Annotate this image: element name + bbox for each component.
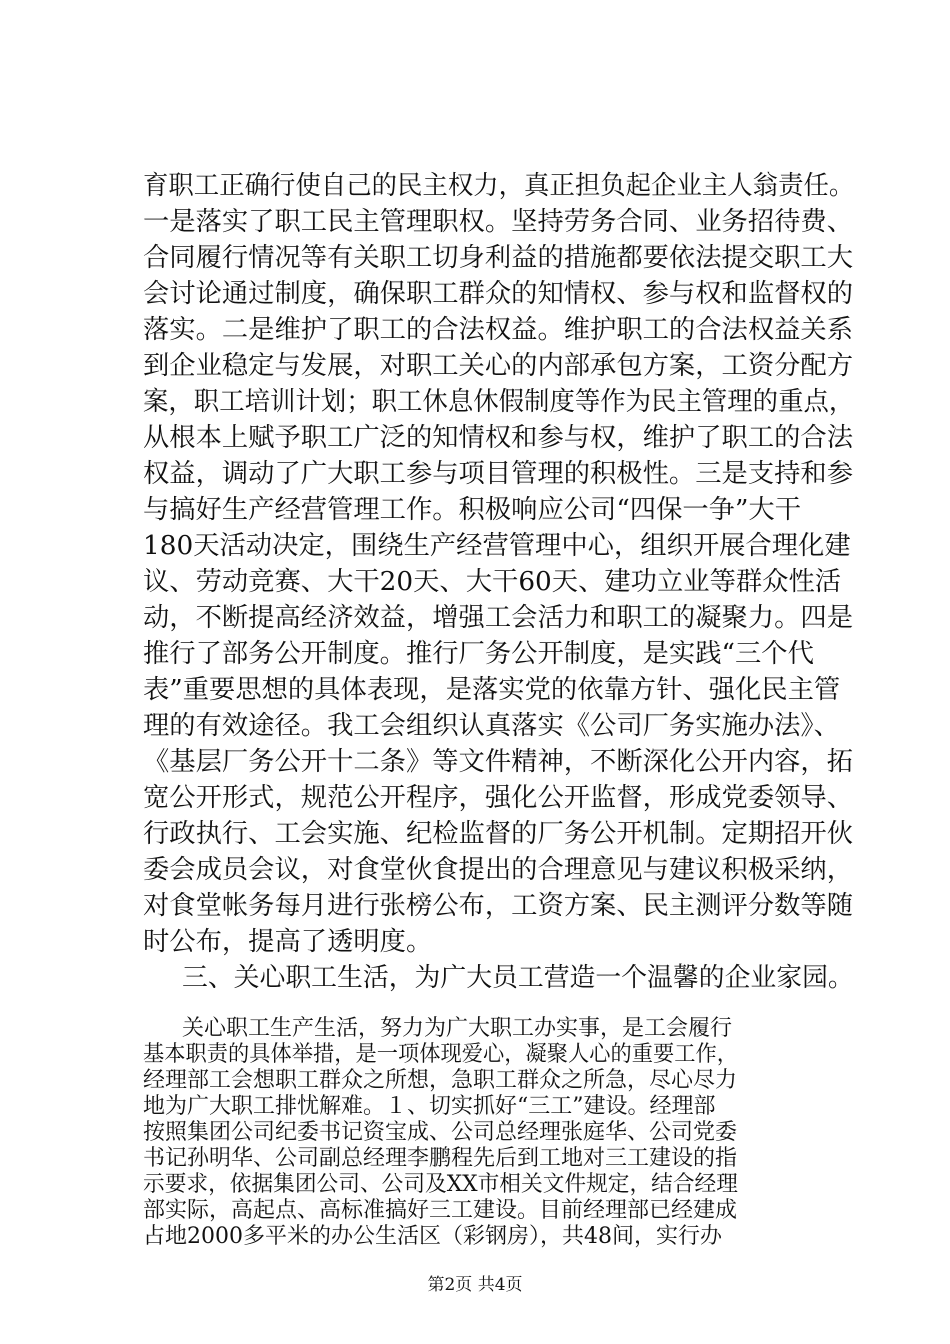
body-text-line: 理的有效途径。我工会组织认真落实《公司厂务实施办法》、	[143, 711, 840, 741]
body-text-line: 从根本上赋予职工广泛的知情权和参与权，维护了职工的合法	[143, 423, 854, 453]
body-text-line: 宽公开形式，规范公开程序，强化公开监督，形成党委领导、	[143, 783, 854, 813]
body-text-line: 书记孙明华、公司副总经理李鹏程先后到工地对三工建设的指	[143, 1146, 738, 1171]
body-text-line: 对食堂帐务每月进行张榜公布，工资方案、民主测评分数等随	[143, 891, 854, 921]
body-text-line: 经理部工会想职工群众之所想，急职工群众之所急，尽心尽力	[143, 1068, 738, 1093]
body-text-line: 到企业稳定与发展，对职工关心的内部承包方案，工资分配方	[143, 351, 854, 381]
body-text-line: 时公布，提高了透明度。	[143, 927, 433, 957]
body-text-line: 地为广大职工排忧解难。１、切实抓好“三工”建设。经理部	[143, 1094, 716, 1119]
body-text-line: 基本职责的具体举措，是一项体现爱心，凝聚人心的重要工作，	[143, 1042, 739, 1067]
body-text-line: 与搞好生产经营管理工作。积极响应公司“四保一争”大干	[143, 495, 802, 525]
body-text-line: 会讨论通过制度，确保职工群众的知情权、参与权和监督权的	[143, 279, 854, 309]
body-text-line: 示要求，依据集团公司、公司及XX市相关文件规定，结合经理	[143, 1172, 738, 1197]
body-text-line: 合同履行情况等有关职工切身利益的措施都要依法提交职工大	[143, 243, 854, 273]
body-text-line: 权益，调动了广大职工参与项目管理的积极性。三是支持和参	[143, 459, 854, 489]
body-text-line: 委会成员会议，对食堂伙食提出的合理意见与建议积极采纳，	[143, 855, 854, 885]
body-text-line: 行政执行、工会实施、纪检监督的厂务公开机制。定期招开伙	[143, 819, 854, 849]
body-text-line: 占地2000多平米的办公生活区（彩钢房），共48间，实行办	[143, 1224, 722, 1249]
page-footer: 第2页 共4页	[427, 1275, 523, 1295]
body-text-line: 《基层厂务公开十二条》等文件精神，不断深化公开内容，拓	[143, 747, 854, 777]
section-heading: 三、关心职工生活，为广大员工营造一个温馨的企业家园。	[182, 963, 854, 993]
body-text-line: 议、劳动竞赛、大干20天、大干60天、建功立业等群众性活	[143, 567, 842, 597]
body-text-line: 落实。二是维护了职工的合法权益。维护职工的合法权益关系	[143, 315, 854, 345]
body-text-line: 一是落实了职工民主管理职权。坚持劳务合同、业务招待费、	[143, 207, 854, 237]
body-text-line: 动，不断提高经济效益，增强工会活力和职工的凝聚力。四是	[143, 603, 854, 633]
body-text-line: 表”重要思想的具体表现，是落实党的依靠方针、强化民主管	[143, 675, 841, 705]
body-text-line: 育职工正确行使自己的民主权力，真正担负起企业主人翁责任。	[143, 171, 855, 201]
body-text-line: 180天活动决定，围绕生产经营管理中心，组织开展合理化建	[143, 531, 851, 561]
body-text-line: 推行了部务公开制度。推行厂务公开制度，是实践“三个代	[143, 639, 814, 669]
body-text-line: 部实际，高起点、高标准搞好三工建设。目前经理部已经建成	[143, 1198, 738, 1223]
body-text-line: 关心职工生产生活，努力为广大职工办实事，是工会履行	[182, 1016, 733, 1041]
body-text-line: 案，职工培训计划；职工休息休假制度等作为民主管理的重点，	[143, 387, 855, 417]
body-text-line: 按照集团公司纪委书记资宝成、公司总经理张庭华、公司党委	[143, 1120, 738, 1145]
